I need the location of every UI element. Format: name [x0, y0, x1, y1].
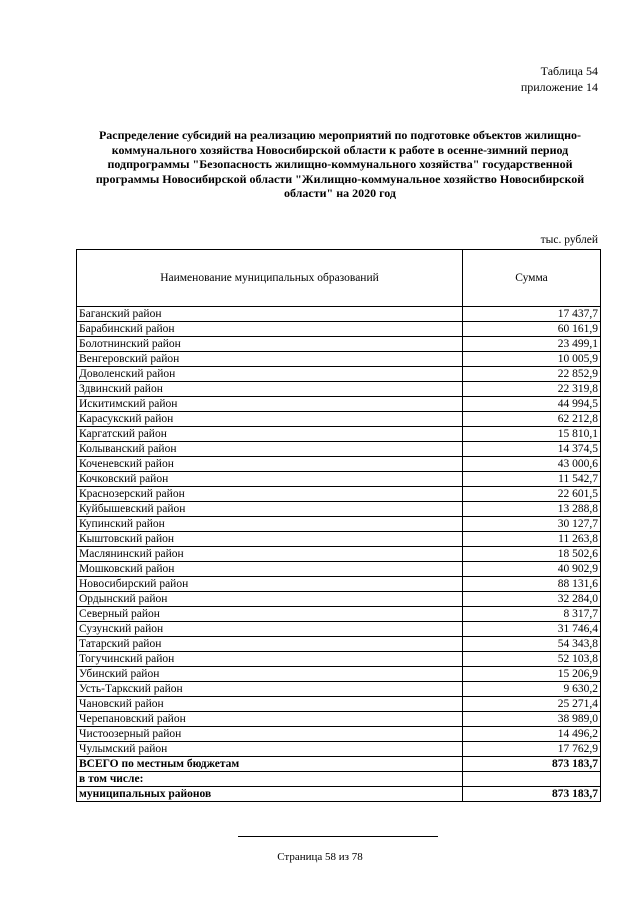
subsidy-amount: 31 746,4	[463, 622, 601, 637]
municipality-name: в том числе:	[77, 772, 463, 787]
table-header-row	[77, 250, 601, 307]
subsidy-amount: 23 499,1	[463, 337, 601, 352]
appendix-number: приложение 14	[520, 80, 598, 94]
subsidy-amount	[463, 772, 601, 787]
municipality-name: Мошковский район	[77, 562, 463, 577]
table-row	[77, 322, 601, 337]
column-header-name: Наименование муниципальных образований	[77, 250, 463, 307]
municipality-name: Тогучинский район	[77, 652, 463, 667]
table-row	[77, 637, 601, 652]
table-row	[77, 592, 601, 607]
table-row	[77, 697, 601, 712]
municipality-name: Убинский район	[77, 667, 463, 682]
table-row	[77, 682, 601, 697]
subsidy-amount: 11 542,7	[463, 472, 601, 487]
table-row	[77, 412, 601, 427]
subsidy-amount: 22 601,5	[463, 487, 601, 502]
table-row	[77, 577, 601, 592]
table-row	[77, 667, 601, 682]
subsidy-amount: 25 271,4	[463, 697, 601, 712]
subsidy-amount: 14 374,5	[463, 442, 601, 457]
municipality-name: Купинский район	[77, 517, 463, 532]
document-title: Распределение субсидий на реализацию мероприятий по подготовке объектов жилищно-коммунального хозяйства Новосибирской области к работе в осенне-зимний период подпрограммы "Безопасность жилищно-коммунального хозяйства" государственной программы Новосибирской области "Жилищно-коммунальное хозяйство Новосибирской области" на 2020 год	[95, 128, 585, 201]
subsidy-amount: 43 000,6	[463, 457, 601, 472]
subsidy-amount: 38 989,0	[463, 712, 601, 727]
column-header-sum: Сумма	[463, 250, 601, 307]
subsidy-amount: 13 288,8	[463, 502, 601, 517]
subsidy-amount: 52 103,8	[463, 652, 601, 667]
subsidy-amount: 60 161,9	[463, 322, 601, 337]
table-number: Таблица 54	[540, 64, 598, 78]
municipality-name: Доволенский район	[77, 367, 463, 382]
table-row	[77, 457, 601, 472]
subsidy-amount: 62 212,8	[463, 412, 601, 427]
table-row	[77, 727, 601, 742]
municipality-name: Коченевский район	[77, 457, 463, 472]
table-row	[77, 622, 601, 637]
footer-divider	[238, 836, 438, 837]
subsidy-amount: 44 994,5	[463, 397, 601, 412]
municipality-name: Сузунский район	[77, 622, 463, 637]
municipality-name: Новосибирский район	[77, 577, 463, 592]
subsidy-amount: 17 437,7	[463, 307, 601, 322]
municipality-name: Болотнинский район	[77, 337, 463, 352]
table-row	[77, 742, 601, 757]
table-row	[77, 352, 601, 367]
table-row	[77, 652, 601, 667]
municipality-name: Северный район	[77, 607, 463, 622]
subsidy-amount: 9 630,2	[463, 682, 601, 697]
table-row	[77, 607, 601, 622]
municipality-name: Здвинский район	[77, 382, 463, 397]
municipality-name: Чановский район	[77, 697, 463, 712]
units-label: тыс. рублей	[540, 234, 598, 246]
municipality-name: Барабинский район	[77, 322, 463, 337]
municipality-name: Баганский район	[77, 307, 463, 322]
municipality-name: Маслянинский район	[77, 547, 463, 562]
table-row	[77, 487, 601, 502]
table-row	[77, 562, 601, 577]
including-row	[77, 772, 601, 787]
table-body	[77, 307, 601, 802]
municipality-name: Куйбышевский район	[77, 502, 463, 517]
municipality-name: муниципальных районов	[77, 787, 463, 802]
table-row	[77, 547, 601, 562]
municipality-name: Кыштовский район	[77, 532, 463, 547]
municipality-name: Искитимский район	[77, 397, 463, 412]
table-row	[77, 427, 601, 442]
municipality-name: Чулымский район	[77, 742, 463, 757]
table-row	[77, 307, 601, 322]
municipality-name: ВСЕГО по местным бюджетам	[77, 757, 463, 772]
municipality-name: Татарский район	[77, 637, 463, 652]
municipality-name: Карасукский район	[77, 412, 463, 427]
subsidy-amount: 873 183,7	[463, 787, 601, 802]
subsidy-amount: 18 502,6	[463, 547, 601, 562]
subsidy-amount: 15 206,9	[463, 667, 601, 682]
page-number: Страница 58 из 78	[277, 851, 363, 863]
table-reference	[521, 63, 598, 95]
subsidy-amount: 15 810,1	[463, 427, 601, 442]
table-row	[77, 712, 601, 727]
subsidy-amount: 10 005,9	[463, 352, 601, 367]
municipality-name: Усть-Таркский район	[77, 682, 463, 697]
municipality-name: Каргатский район	[77, 427, 463, 442]
table-row	[77, 397, 601, 412]
table-row	[77, 472, 601, 487]
subsidy-amount: 8 317,7	[463, 607, 601, 622]
table-row	[77, 517, 601, 532]
municipality-name: Ордынский район	[77, 592, 463, 607]
subsidy-amount: 11 263,8	[463, 532, 601, 547]
municipal-total-row	[77, 787, 601, 802]
table-row	[77, 502, 601, 517]
table-row	[77, 337, 601, 352]
subsidy-amount: 88 131,6	[463, 577, 601, 592]
subsidy-amount: 873 183,7	[463, 757, 601, 772]
table-row	[77, 382, 601, 397]
table-row	[77, 367, 601, 382]
subsidy-amount: 54 343,8	[463, 637, 601, 652]
subsidy-amount: 30 127,7	[463, 517, 601, 532]
subsidy-amount: 22 319,8	[463, 382, 601, 397]
municipality-name: Венгеровский район	[77, 352, 463, 367]
subsidy-amount: 22 852,9	[463, 367, 601, 382]
subsidy-amount: 40 902,9	[463, 562, 601, 577]
subsidy-amount: 14 496,2	[463, 727, 601, 742]
municipality-name: Кочковский район	[77, 472, 463, 487]
table-row	[77, 442, 601, 457]
total-row	[77, 757, 601, 772]
municipality-name: Чистоозерный район	[77, 727, 463, 742]
municipality-name: Колыванский район	[77, 442, 463, 457]
table-row	[77, 532, 601, 547]
municipality-name: Черепановский район	[77, 712, 463, 727]
subsidy-amount: 32 284,0	[463, 592, 601, 607]
subsidy-amount: 17 762,9	[463, 742, 601, 757]
subsidy-table	[76, 249, 601, 802]
municipality-name: Краснозерский район	[77, 487, 463, 502]
